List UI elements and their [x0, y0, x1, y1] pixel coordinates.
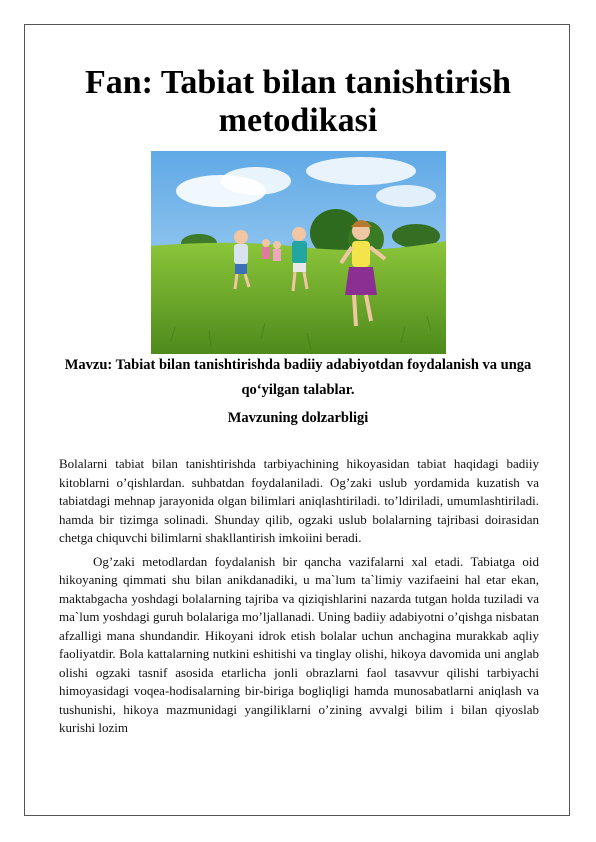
- document-title: Fan: Tabiat bilan tanishtirish metodikasi: [84, 64, 512, 139]
- children-meadow-photo: [151, 151, 446, 354]
- document-page: [24, 24, 570, 816]
- subject-line: Mavzu: Tabiat bilan tanishtirishda badiiy adabiyotdan foydalanish va unga qo‘yilgan talablar.: [64, 357, 532, 398]
- body-text: [59, 455, 539, 743]
- paragraph-1: Bolalarni tabiat bilan tanishtirishda tarbiyachining hikoyasidan tabiat haqidagi badiiy kitoblarni o’qishlardan. suhbatdan foydalaniladi. Og’zaki uslub yordamida kuzatish va tabiatdagi mehnap jarayonida olgan bilimlari aniqlashtiriladi. to’ldiriladi, umumlashtiriladi. hamda bir tizimga solinadi. Shunday qilib, ogzaki uslub bolalarning tajribasi doirasidan chetga chiquvchi bilimlarni shakllantirish imkoiini beradi.: [59, 456, 539, 545]
- section-heading: Mavzuning dolzarbligi: [227, 410, 369, 426]
- paragraph-2: Og’zaki metodlardan foydalanish bir qancha vazifalarni xal etadi. Tabiatga oid hikoyaning qimmati shu bilan anikdanadiki, u ma`lum ta`limiy vazifaeini hal etar ekan, maktabgacha yoshdagi bolalarning tajriba va qiziqishlarini nazarda tutgan holda tuziladi va ma`lum yoshdagi guruh bolalariga mo’ljallanadi. Uning badiiy adabiyotni o’qishga nisbatan afzalligi mana shundandir. Hikoyani idrok etish bolalar uchun anchagina murakkab aqliy faoliyatdir. Bola kattalarning nutkini eshitishi va tinglay olishi, hikoya davomida uni anglab olishi ogzaki tasnif asosida etarlicha jonli obrazlarni faol tasavvur qilishi tarbiyachi himoyasidagi voqea-hodisalarning bir-biriga bogliqligi hamda munosabatlarni aniqlash va tushunishi, hikoya mazmunidagi yangiliklarni o’zining avvalgi bilim i bilan qiyoslab kurishi lozim: [59, 553, 539, 735]
